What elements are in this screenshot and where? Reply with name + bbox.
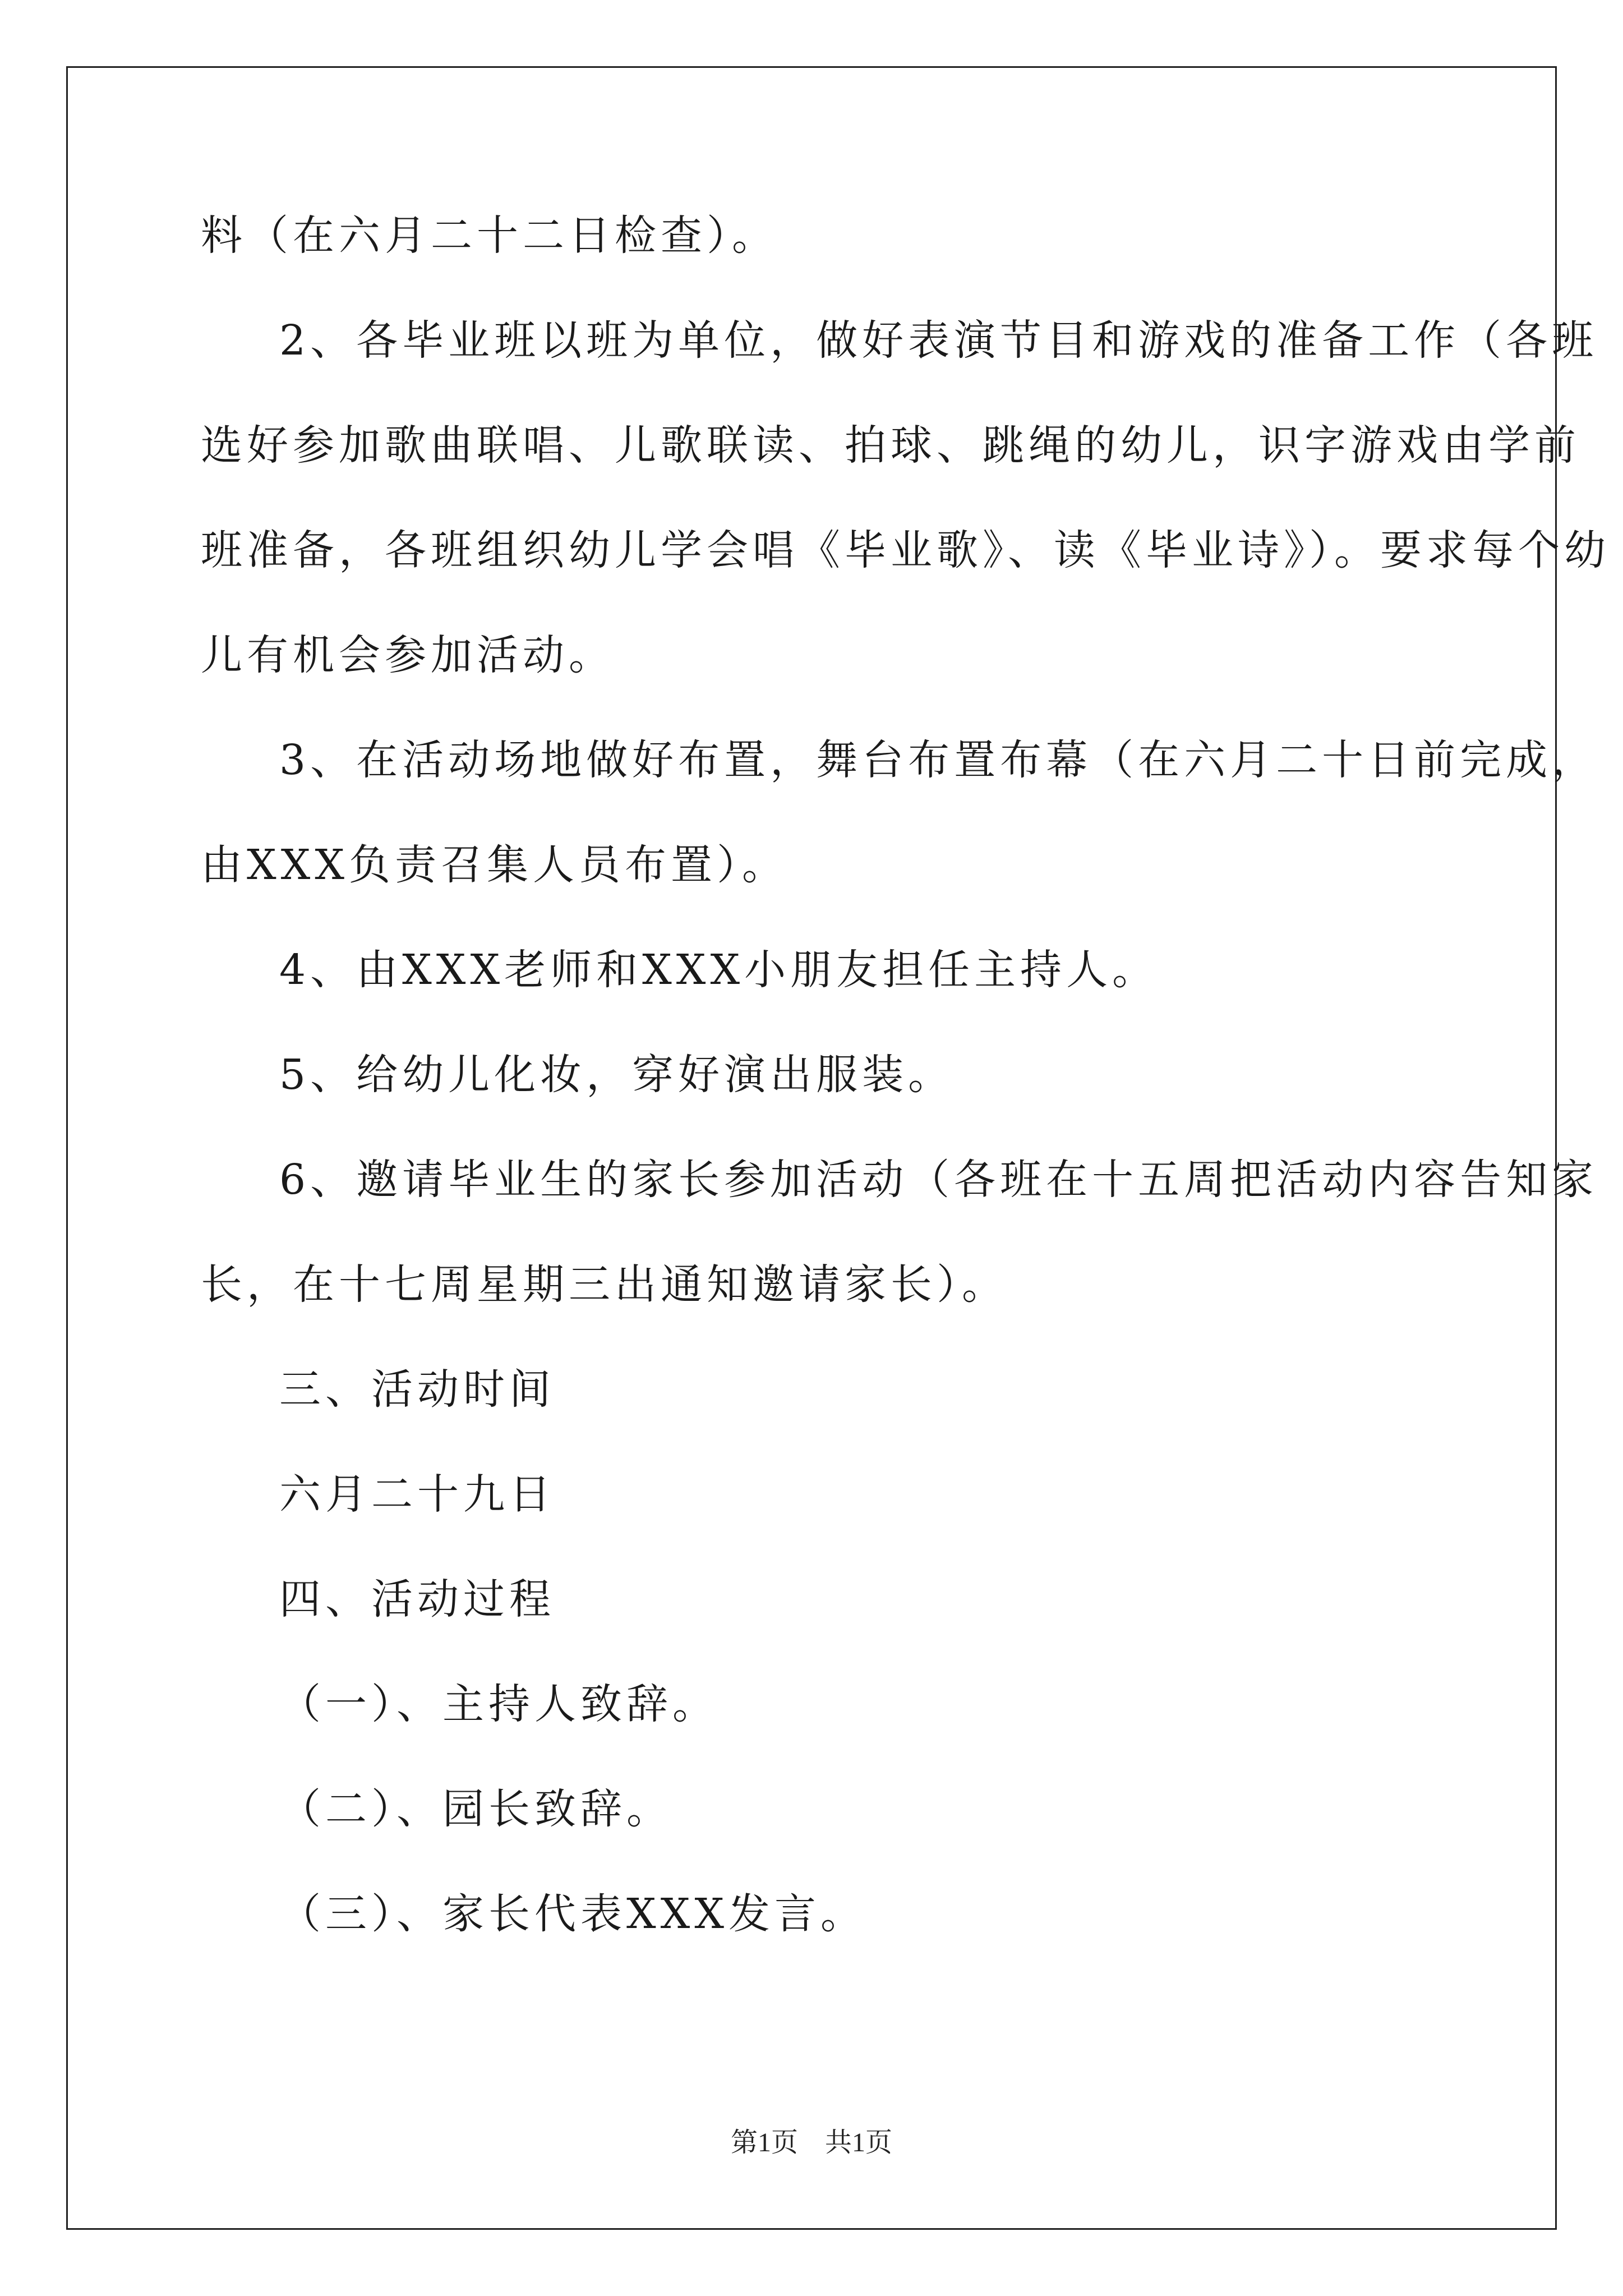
paragraph-line: 由XXX负责召集人员布置）。 [201, 841, 789, 889]
page-total: 共1页 [825, 2128, 893, 2157]
paragraph-line: 选好参加歌曲联唱、儿歌联读、拍球、跳绳的幼儿，识字游戏由学前 [201, 421, 1580, 470]
paragraph-line: 4、由XXX老师和XXX小朋友担任主持人。 [279, 946, 1159, 994]
paragraph-line: 料（在六月二十二日检查）。 [201, 211, 778, 260]
paragraph-line: 长，在十七周星期三出通知邀请家长）。 [201, 1260, 1008, 1309]
paragraph-line: 3、在活动场地做好布置，舞台布置布幕（在六月二十日前完成， [279, 736, 1598, 784]
paragraph-line: 2、各毕业班以班为单位，做好表演节目和游戏的准备工作（各班 [279, 316, 1598, 365]
list-item: （一）、主持人致辞。 [279, 1680, 718, 1728]
paragraph-line: 六月二十九日 [279, 1470, 555, 1519]
paragraph-line: 班准备，各班组织幼儿学会唱《毕业歌》、读《毕业诗》）。要求每个幼 [201, 526, 1610, 574]
list-item: （二）、园长致辞。 [279, 1785, 672, 1833]
section-heading: 四、活动过程 [279, 1575, 555, 1623]
paragraph-line: 5、给幼儿化妆，穿好演出服装。 [279, 1051, 955, 1099]
list-item: （三）、家长代表XXX发言。 [279, 1890, 867, 1938]
paragraph-line: 儿有机会参加活动。 [201, 631, 615, 679]
paragraph-line: 6、邀请毕业生的家长参加活动（各班在十五周把活动内容告知家 [279, 1156, 1598, 1204]
section-heading: 三、活动时间 [279, 1365, 555, 1414]
page-number: 第1页 [730, 2128, 798, 2157]
page-footer [0, 2120, 1623, 2159]
